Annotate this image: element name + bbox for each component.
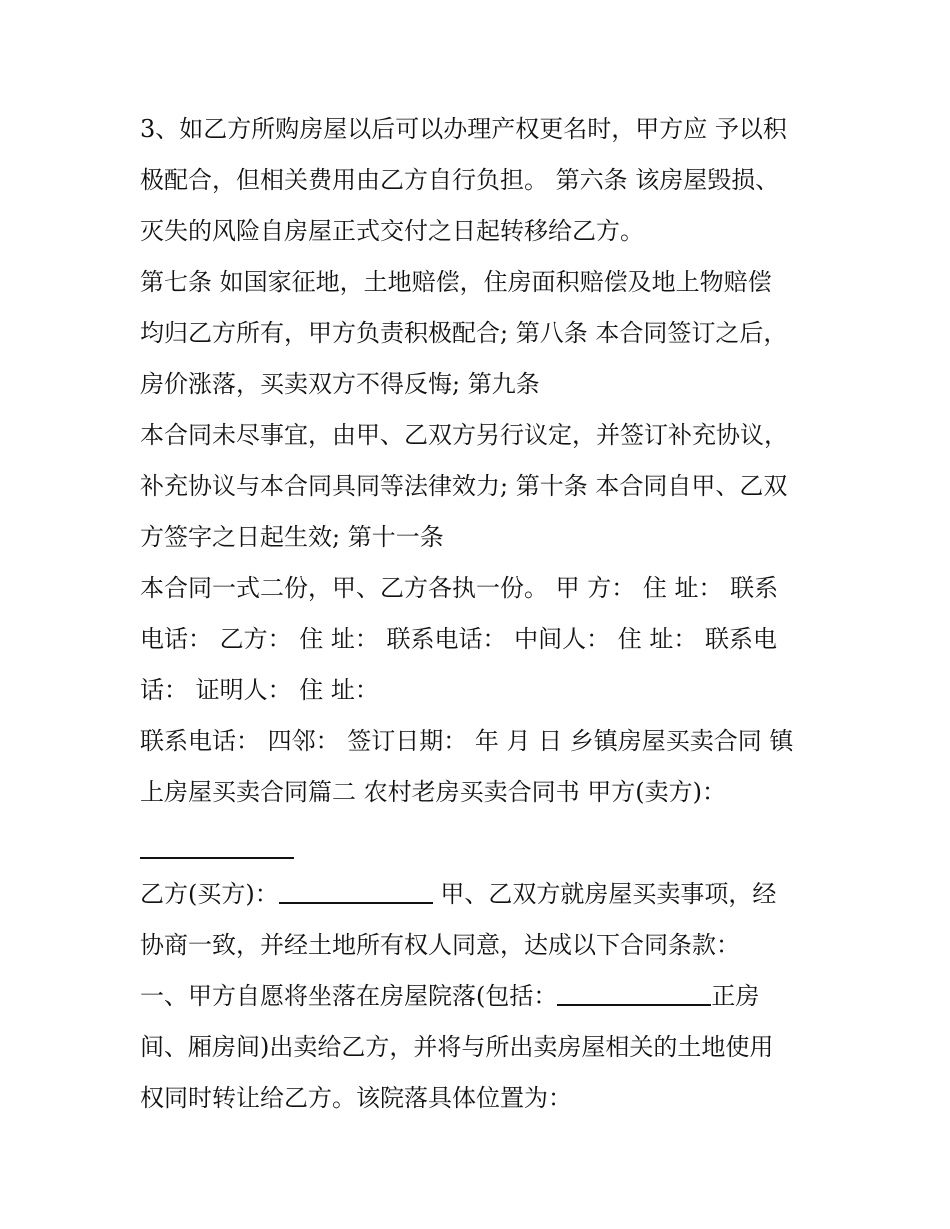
buyer-line-text: 甲、乙双方就房屋买卖事项，经 bbox=[432, 880, 777, 908]
text-line: 灭失的风险自房屋正式交付之日起转移给乙方。 bbox=[140, 217, 644, 245]
text-line: 间、厢房间)出卖给乙方，并将与所出卖房屋相关的土地使用 bbox=[140, 1033, 774, 1061]
text-line: 话： 证明人： 住 址： bbox=[140, 676, 379, 704]
seller-blank-line bbox=[140, 818, 820, 869]
text-line: 电话： 乙方： 住 址： 联系电话： 中间人： 住 址： 联系电 bbox=[140, 625, 778, 653]
item-one-text: 一、甲方自愿将坐落在房屋院落(包括： bbox=[140, 982, 558, 1010]
buyer-line bbox=[140, 869, 820, 920]
text-line: 协商一致，并经土地所有权人同意，达成以下合同条款： bbox=[140, 931, 740, 959]
text-line: 本合同一式二份，甲、乙方各执一份。 甲 方： 住 址： 联系 bbox=[140, 574, 779, 602]
buyer-label: 乙方(买方)： bbox=[140, 880, 279, 908]
text-line: 均归乙方所有，甲方负责积极配合; 第八条 本合同签订之后， bbox=[140, 319, 788, 347]
text-line: 房价涨落，买卖双方不得反悔; 第九条 bbox=[140, 370, 540, 398]
buyer-name-blank bbox=[279, 902, 433, 904]
text-line: 权同时转让给乙方。该院落具体位置为： bbox=[140, 1084, 572, 1112]
item-one-line bbox=[140, 971, 820, 1022]
contract-text bbox=[140, 104, 820, 1124]
text-line: 3、如乙方所购房屋以后可以办理产权更名时，甲方应 予以积 bbox=[140, 115, 787, 143]
text-line: 联系电话： 四邻： 签订日期： 年 月 日 乡镇房屋买卖合同 镇 bbox=[140, 727, 794, 755]
text-line: 上房屋买卖合同篇二 农村老房买卖合同书 甲方(卖方)： bbox=[140, 778, 726, 806]
text-line: 补充协议与本合同具同等法律效力; 第十条 本合同自甲、乙双 bbox=[140, 472, 788, 500]
item-one-suffix: 正房 bbox=[711, 982, 760, 1010]
text-line: 极配合，但相关费用由乙方自行负担。 第六条 该房屋毁损、 bbox=[140, 166, 780, 194]
main-room-count-blank bbox=[557, 1004, 711, 1006]
text-line: 方签字之日起生效; 第十一条 bbox=[140, 523, 444, 551]
seller-name-blank bbox=[140, 857, 294, 859]
text-line: 本合同未尽事宜，由甲、乙双方另行议定，并签订补充协议， bbox=[140, 421, 788, 449]
text-line: 第七条 如国家征地，土地赔偿，住房面积赔偿及地上物赔偿 bbox=[140, 268, 772, 296]
